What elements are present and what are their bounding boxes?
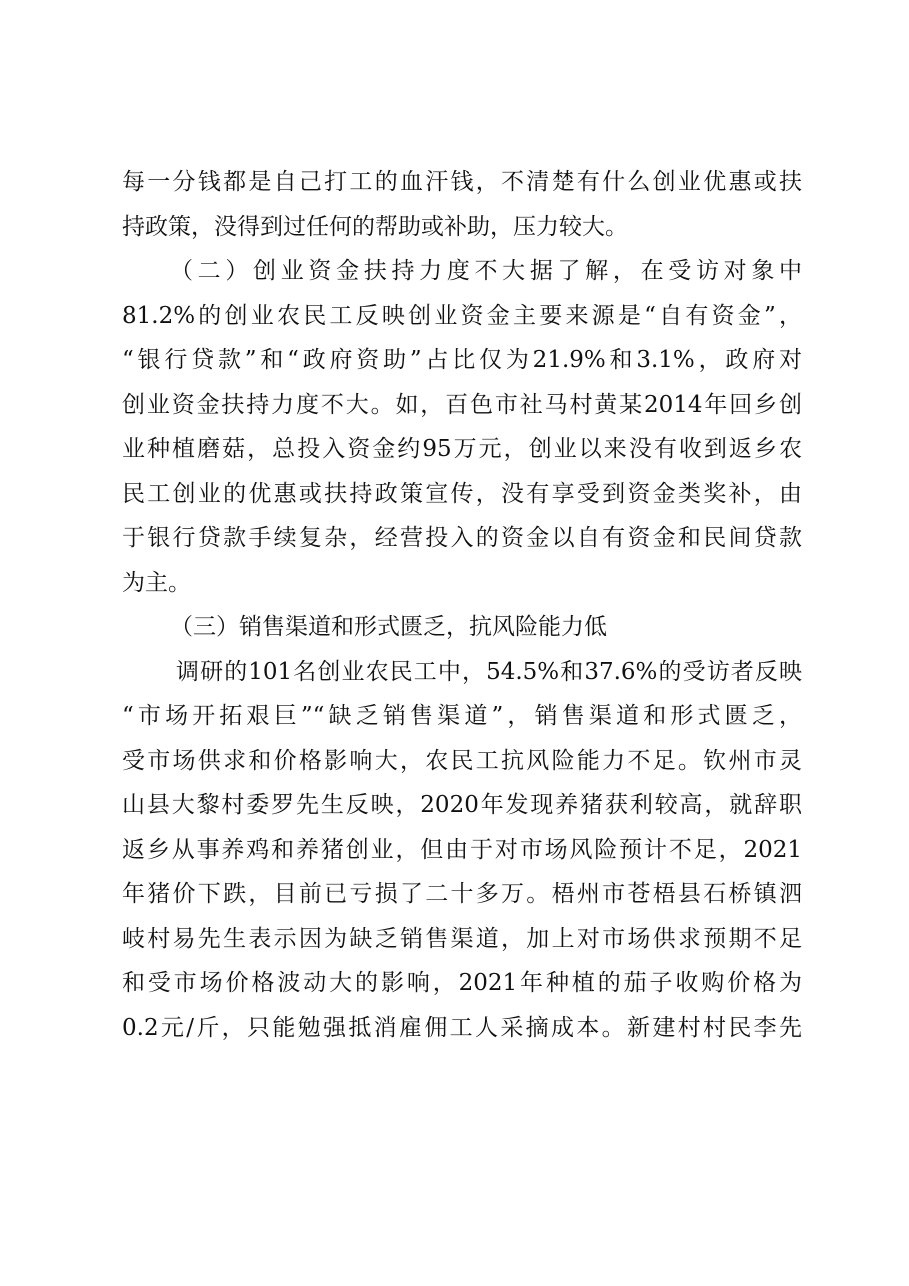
section-heading-3: （三）销售渠道和形式匮乏，抗风险能力低 [170, 614, 607, 640]
text-line: 山县大黎村委罗先生反映，2020年发现养猪获利较高，就辞职 [122, 792, 802, 818]
text-line: 81.2%的创业农民工反映创业资金主要来源是“自有资金”， [122, 302, 802, 329]
text-line: 岐村易先生表示因为缺乏销售渠道，加上对市场供求预期不足 [122, 925, 802, 952]
text-line: 创业资金扶持力度不大。如，百色市社马村黄某2014年回乡创 [122, 391, 802, 418]
body-text [122, 160, 802, 1050]
text-line: 持政策，没得到过任何的帮助或补助，压力较大。 [122, 213, 628, 240]
text-line: 返乡从事养鸡和养猪创业，但由于对市场风险预计不足，2021 [122, 836, 802, 863]
text-line: 业种植磨菇，总投入资金约95万元，创业以来没有收到返乡农 [122, 436, 802, 462]
text-line: 和受市场价格波动大的影响，2021年种植的茄子收购价格为 [122, 970, 802, 996]
text-line: 调研的101名创业农民工中，54.5%和37.6%的受访者反映 [176, 658, 802, 685]
text-line: 受市场供求和价格影响大，农民工抗风险能力不足。钦州市灵 [122, 747, 802, 774]
text-line: 为主。 [122, 569, 191, 596]
text-line: “市场开拓艰巨”“缺乏销售渠道”，销售渠道和形式匮乏， [122, 703, 802, 729]
text-line: 每一分钱都是自己打工的血汗钱，不清楚有什么创业优惠或扶 [122, 169, 802, 195]
section-heading-2: （二）创业资金扶持力度不大据了解，在受访对象中 [170, 258, 802, 284]
text-line: 0.2元/斤，只能勉强抵消雇佣工人采摘成本。新建村村民李先 [122, 1014, 802, 1041]
text-line: 于银行贷款手续复杂，经营投入的资金以自有资金和民间贷款 [122, 525, 802, 551]
text-line: 民工创业的优惠或扶持政策宣传，没有享受到资金类奖补，由 [122, 480, 802, 507]
text-line: 年猪价下跌，目前已亏损了二十多万。梧州市苍梧县石桥镇泗 [122, 881, 802, 907]
text-line: “银行贷款”和“政府资助”占比仅为21.9%和3.1%，政府对 [122, 347, 802, 373]
